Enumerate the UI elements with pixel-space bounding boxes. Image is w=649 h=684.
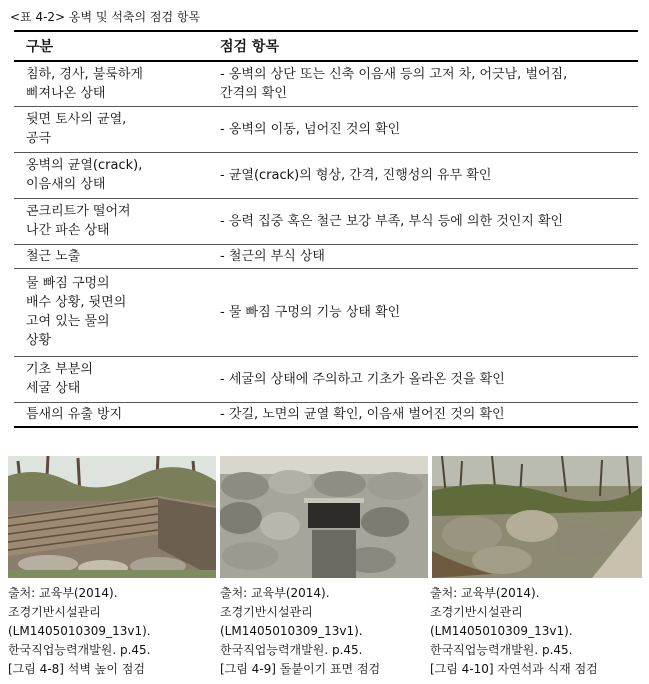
row-category: 뒷면 토사의 균열, 공극 [14, 106, 200, 152]
table-row [14, 106, 638, 152]
row-item: - 옹벽의 이동, 넘어진 것의 확인 [200, 106, 638, 152]
table-row [14, 268, 638, 356]
source-line: 출처: 교육부(2014). [8, 586, 118, 600]
row-item: - 균열(crack)의 형상, 간격, 진행성의 유무 확인 [200, 152, 638, 198]
figure-source-3 [430, 584, 598, 679]
row-category: 기초 부분의 세굴 상태 [14, 356, 200, 402]
row-category: 틈새의 유출 방지 [14, 402, 200, 427]
row-item: - 철근의 부식 상태 [200, 244, 638, 268]
inspection-table [14, 30, 638, 428]
row-item: - 응력 집중 혹은 철근 보강 부족, 부식 등에 의한 것인지 확인 [200, 198, 638, 244]
table-row [14, 198, 638, 244]
row-category: 옹벽의 균열(crack), 이음새의 상태 [14, 152, 200, 198]
table-row [14, 356, 638, 402]
source-line: 출처: 교육부(2014). [220, 586, 330, 600]
figure-caption: [그림 4-8] 석벽 높이 점검 [8, 662, 145, 676]
source-line: 조경기반시설관리 [8, 605, 101, 619]
photo-natural-stone-planting [432, 456, 642, 578]
row-item: - 물 빠짐 구멍의 기능 상태 확인 [200, 268, 638, 356]
source-line: 조경기반시설관리 [220, 605, 313, 619]
row-category: 콘크리트가 떨어져 나간 파손 상태 [14, 198, 200, 244]
figure-caption: [그림 4-9] 돌붙이기 표면 점검 [220, 662, 381, 676]
row-item: - 옹벽의 상단 또는 신축 이음새 등의 고저 차, 어긋남, 벌어짐, 간격의 확인 [200, 61, 638, 106]
source-line: 조경기반시설관리 [430, 605, 523, 619]
table-row [14, 244, 638, 268]
source-line: 한국직업능력개발원. p.45. [430, 643, 573, 657]
figure-source-1 [8, 584, 151, 679]
source-line: 한국직업능력개발원. p.45. [8, 643, 151, 657]
source-line: 출처: 교육부(2014). [430, 586, 540, 600]
figure-caption: [그림 4-10] 자연석과 식재 점검 [430, 662, 598, 676]
header-category: 구분 [14, 31, 200, 61]
row-category: 철근 노출 [14, 244, 200, 268]
photo-stone-surface [220, 456, 428, 578]
source-line: (LM1405010309_13v1). [430, 624, 573, 638]
table-row [14, 61, 638, 106]
table-header-row [14, 31, 638, 61]
table-caption: <표 4-2> 옹벽 및 석축의 점검 항목 [10, 10, 201, 24]
source-line: (LM1405010309_13v1). [8, 624, 151, 638]
row-category: 침하, 경사, 불룩하게 삐져나온 상태 [14, 61, 200, 106]
table-row [14, 152, 638, 198]
row-item: - 갓길, 노면의 균열 확인, 이음새 벌어진 것의 확인 [200, 402, 638, 427]
row-category: 물 빠짐 구멍의 배수 상황, 뒷면의 고여 있는 물의 상황 [14, 268, 200, 356]
figure-source-2 [220, 584, 380, 679]
source-line: (LM1405010309_13v1). [220, 624, 363, 638]
source-line: 한국직업능력개발원. p.45. [220, 643, 363, 657]
table-row [14, 402, 638, 427]
photo-strip [8, 456, 642, 578]
header-item: 점검 항목 [200, 31, 638, 61]
row-item: - 세굴의 상태에 주의하고 기초가 올라온 것을 확인 [200, 356, 638, 402]
photo-stone-wall [8, 456, 216, 578]
